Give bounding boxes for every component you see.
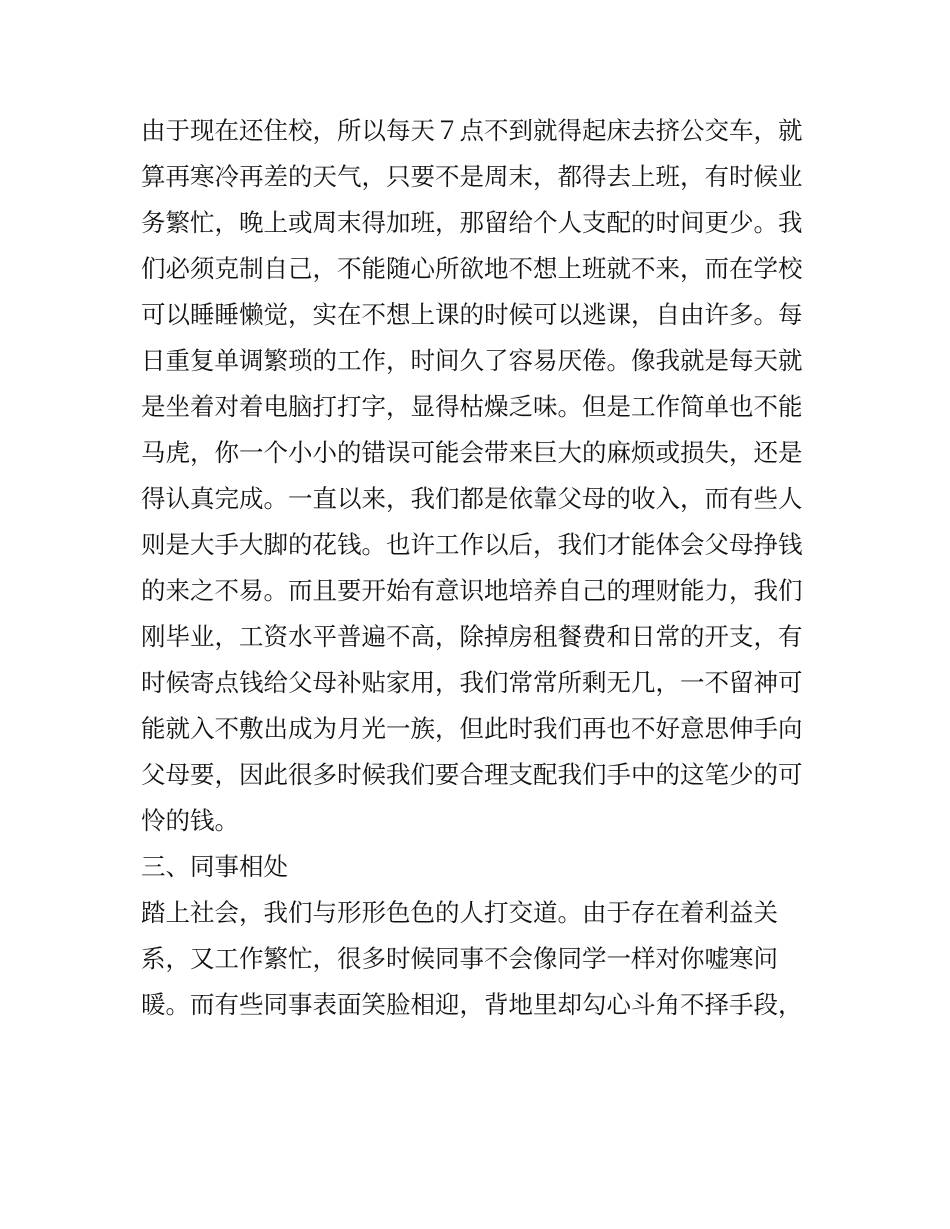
text-line: 务繁忙，晚上或周末得加班，那留给个人支配的时间更少。我 [141,208,803,237]
text-line: 则是大手大脚的花钱。也许工作以后，我们才能体会父母挣钱 [141,530,803,559]
text-line: 马虎，你一个小小的错误可能会带来巨大的麻烦或损失，还是 [141,438,803,467]
text-line: 怜的钱。 [141,806,239,835]
text-line: 是坐着对着电脑打打字，显得枯燥乏味。但是工作简单也不能 [141,392,803,421]
text-line: 系，又工作繁忙，很多时候同事不会像同学一样对你嘘寒问 [141,944,778,973]
text-line: 的来之不易。而且要开始有意识地培养自己的理财能力，我们 [141,576,803,605]
text-line: 算再寒冷再差的天气，只要不是周末，都得去上班，有时候业 [141,162,803,191]
body-text [141,108,831,1028]
text-line: 时候寄点钱给父母补贴家用，我们常常所剩无几，一不留神可 [141,668,803,697]
text-line: 日重复单调繁琐的工作，时间久了容易厌倦。像我就是每天就 [141,346,803,375]
text-line: 可以睡睡懒觉，实在不想上课的时候可以逃课，自由许多。每 [141,300,803,329]
text-line: 父母要，因此很多时候我们要合理支配我们手中的这笔少的可 [141,760,803,789]
text-line: 暖。而有些同事表面笑脸相迎，背地里却勾心斗角不择手段， [141,990,803,1019]
text-line: 由于现在还住校，所以每天７点不到就得起床去挤公交车，就 [141,116,803,145]
text-line: 们必须克制自己，不能随心所欲地不想上班就不来，而在学校 [141,254,803,283]
text-line: 刚毕业，工资水平普遍不高，除掉房租餐费和日常的开支，有 [141,622,803,651]
text-line: 踏上社会，我们与形形色色的人打交道。由于存在着利益关 [141,898,778,927]
text-line: 能就入不敷出成为月光一族，但此时我们再也不好意思伸手向 [141,714,803,743]
section-heading: 三、同事相处 [141,852,288,881]
text-line: 得认真完成。一直以来，我们都是依靠父母的收入，而有些人 [141,484,803,513]
